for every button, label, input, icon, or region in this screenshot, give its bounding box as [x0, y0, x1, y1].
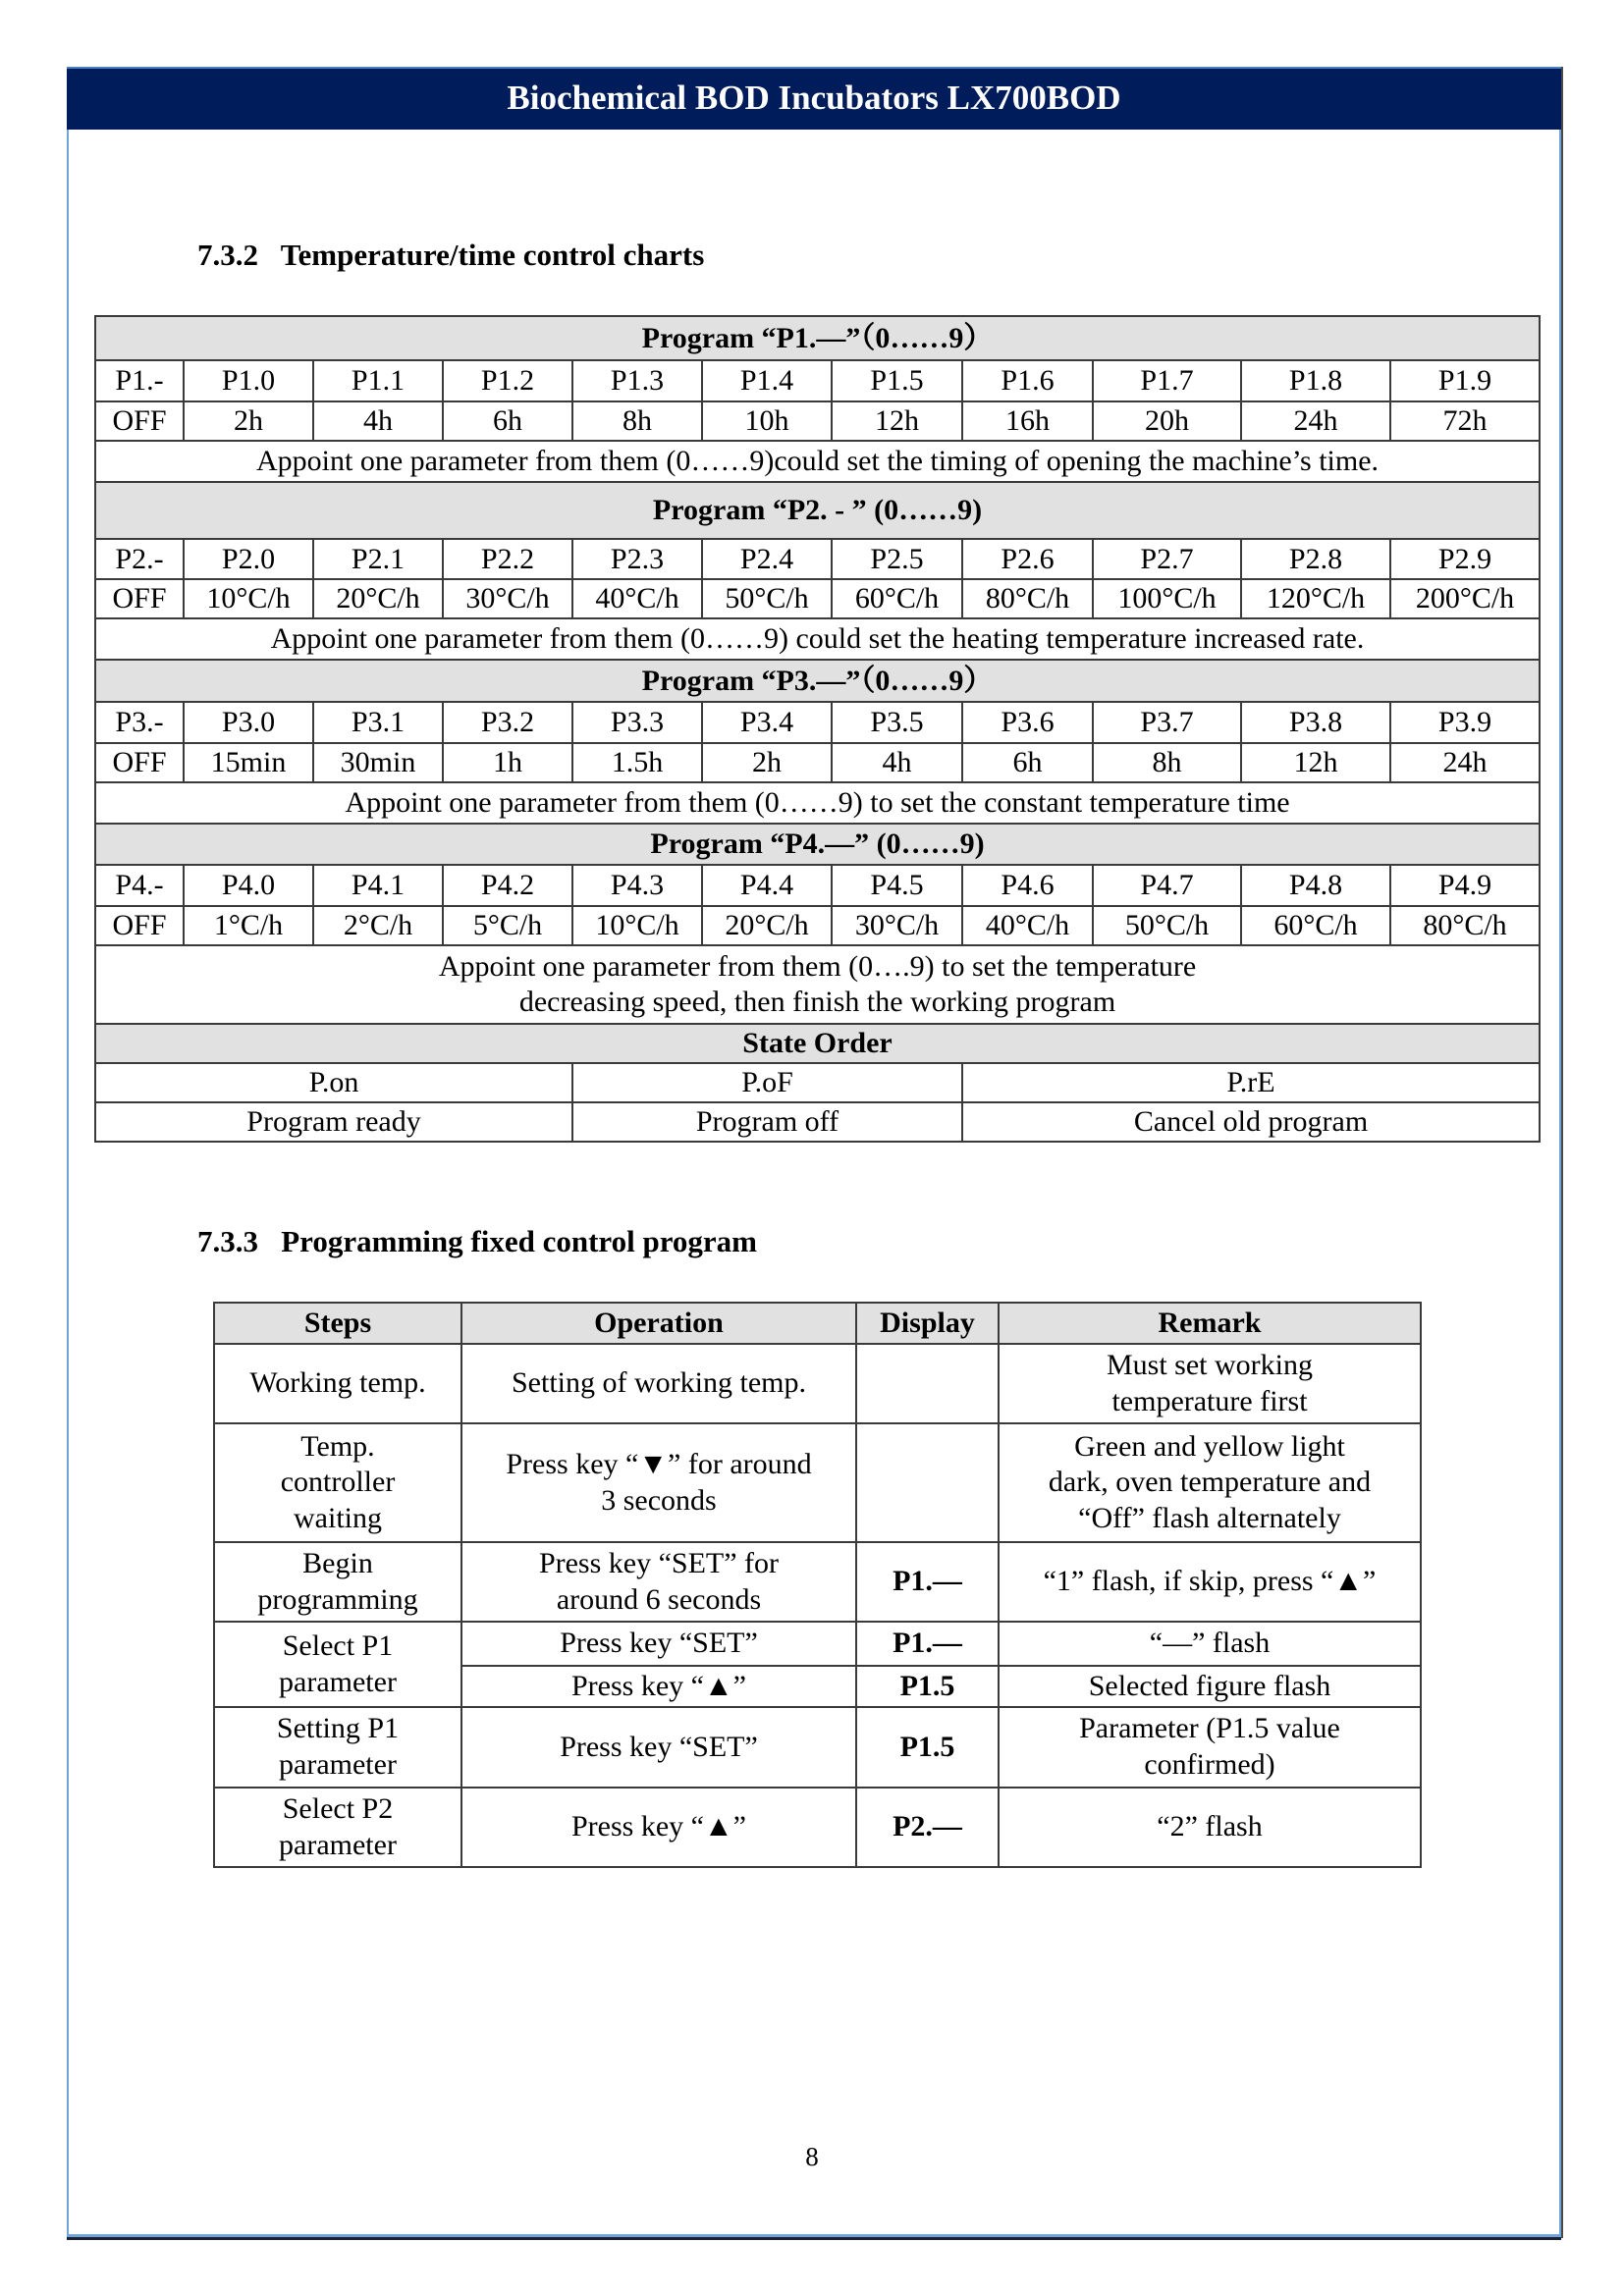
operation-line: Press key “SET” for	[538, 1546, 780, 1579]
value-cell: 100°C/h	[1093, 579, 1241, 618]
value-cell: 10h	[702, 401, 832, 441]
value-cell: 60°C/h	[1241, 906, 1390, 945]
param-cell: P3.1	[313, 702, 443, 743]
param-cell: P3.8	[1241, 702, 1390, 743]
remark-line: confirmed)	[1144, 1748, 1275, 1781]
param-cell: P2.2	[443, 539, 572, 579]
step-cell	[214, 1542, 461, 1622]
document-title: Biochemical BOD Incubators LX700BOD	[507, 79, 1121, 117]
document-header	[67, 67, 1561, 130]
param-cell: P3.7	[1093, 702, 1241, 743]
program-p1-description: Appoint one parameter from them (0……9)could set the timing of opening the machine’s time.	[95, 441, 1540, 482]
step-cell: Working temp.	[214, 1344, 461, 1423]
value-cell: 80°C/h	[1390, 906, 1540, 945]
state-code-cell: P.on	[95, 1063, 572, 1102]
value-cell: 30min	[313, 743, 443, 782]
param-cell: P4.1	[313, 865, 443, 906]
operation-cell: Press key “SET”	[461, 1707, 856, 1788]
program-p4-description	[95, 945, 1540, 1024]
state-code-cell: P.oF	[572, 1063, 962, 1102]
value-cell: 12h	[1241, 743, 1390, 782]
param-cell: P3.4	[702, 702, 832, 743]
table-row	[214, 1542, 1421, 1622]
operation-cell: Press key “SET”	[461, 1622, 856, 1666]
param-cell: P3.3	[572, 702, 702, 743]
display-cell	[856, 1344, 999, 1423]
value-cell: 200°C/h	[1390, 579, 1540, 618]
program-p3-description: Appoint one parameter from them (0……9) to set the constant temperature time	[95, 782, 1540, 824]
step-line: controller	[280, 1466, 396, 1499]
remark-cell: “2” flash	[999, 1788, 1421, 1867]
remark-line: Green and yellow light	[1074, 1429, 1345, 1463]
step-line: waiting	[294, 1501, 382, 1534]
section-heading-7-3-3	[197, 1224, 757, 1259]
column-header-remark: Remark	[999, 1303, 1421, 1344]
value-cell: OFF	[95, 906, 184, 945]
section-number: 7.3.3	[197, 1224, 258, 1258]
temperature-time-control-table	[94, 315, 1541, 1143]
operation-cell: Press key “▲”	[461, 1666, 856, 1707]
step-cell	[214, 1788, 461, 1867]
value-cell: 2h	[184, 401, 313, 441]
param-cell: P3.-	[95, 702, 184, 743]
display-cell: P1.5	[856, 1666, 999, 1707]
column-header-display: Display	[856, 1303, 999, 1344]
table-row	[214, 1344, 1421, 1423]
page-bottom-rule	[67, 2234, 1561, 2240]
value-cell: 6h	[443, 401, 572, 441]
step-line: Setting P1	[276, 1712, 400, 1745]
program-p4-params-row	[95, 865, 1540, 906]
value-cell: 12h	[832, 401, 962, 441]
param-cell: P1.8	[1241, 360, 1390, 401]
state-meaning-cell: Program ready	[95, 1102, 572, 1142]
value-cell: 50°C/h	[1093, 906, 1241, 945]
state-meaning-cell: Cancel old program	[962, 1102, 1540, 1142]
program-p3-title: Program “P3.—”（0……9）	[95, 660, 1540, 702]
state-order-codes-row	[95, 1063, 1540, 1102]
value-cell: 2h	[702, 743, 832, 782]
value-cell: 30°C/h	[443, 579, 572, 618]
value-cell: 5°C/h	[443, 906, 572, 945]
param-cell: P4.2	[443, 865, 572, 906]
value-cell: 1.5h	[572, 743, 702, 782]
value-cell: 20°C/h	[702, 906, 832, 945]
value-cell: 50°C/h	[702, 579, 832, 618]
program-p4-title: Program “P4.—” (0……9)	[95, 824, 1540, 865]
remark-line: temperature first	[1111, 1384, 1308, 1417]
operation-cell: Setting of working temp.	[461, 1344, 856, 1423]
operation-cell: Press key “▲”	[461, 1788, 856, 1867]
remark-line: dark, oven temperature and	[1048, 1466, 1372, 1499]
value-cell: OFF	[95, 579, 184, 618]
param-cell: P2.3	[572, 539, 702, 579]
section-title-text: Programming fixed control program	[281, 1224, 757, 1258]
value-cell: 72h	[1390, 401, 1540, 441]
param-cell: P2.7	[1093, 539, 1241, 579]
program-p2-params-row	[95, 539, 1540, 579]
param-cell: P4.9	[1390, 865, 1540, 906]
section-number: 7.3.2	[197, 238, 258, 272]
program-p2-description: Appoint one parameter from them (0……9) could set the heating temperature increased rate.	[95, 618, 1540, 660]
remark-cell: “—” flash	[999, 1622, 1421, 1666]
remark-cell: “1” flash, if skip, press “▲”	[999, 1542, 1421, 1622]
table-row	[214, 1788, 1421, 1867]
value-cell: 60°C/h	[832, 579, 962, 618]
value-cell: 1°C/h	[184, 906, 313, 945]
operation-line: Press key “▼” for around	[506, 1447, 812, 1480]
param-cell: P2.6	[962, 539, 1093, 579]
column-header-steps: Steps	[214, 1303, 461, 1344]
param-cell: P4.7	[1093, 865, 1241, 906]
param-cell: P1.9	[1390, 360, 1540, 401]
page-number: 8	[805, 2142, 819, 2171]
display-cell: P1.—	[856, 1542, 999, 1622]
value-cell: 1h	[443, 743, 572, 782]
step-line: Temp.	[300, 1429, 375, 1463]
param-cell: P4.3	[572, 865, 702, 906]
table-header-row	[214, 1303, 1421, 1344]
param-cell: P2.4	[702, 539, 832, 579]
value-cell: 2°C/h	[313, 906, 443, 945]
remark-cell	[999, 1423, 1421, 1542]
param-cell: P4.8	[1241, 865, 1390, 906]
step-line: Select P2	[282, 1791, 394, 1825]
param-cell: P2.0	[184, 539, 313, 579]
program-p3-values-row	[95, 743, 1540, 782]
remark-cell: Selected figure flash	[999, 1666, 1421, 1707]
remark-line: “Off” flash alternately	[1078, 1501, 1341, 1534]
step-line: programming	[257, 1582, 418, 1616]
param-cell: P4.-	[95, 865, 184, 906]
remark-cell	[999, 1707, 1421, 1788]
value-cell: 16h	[962, 401, 1093, 441]
param-cell: P4.5	[832, 865, 962, 906]
param-cell: P3.6	[962, 702, 1093, 743]
remark-line: Must set working	[1107, 1348, 1313, 1381]
value-cell: 80°C/h	[962, 579, 1093, 618]
programming-steps-table	[213, 1302, 1422, 1868]
value-cell: 30°C/h	[832, 906, 962, 945]
value-cell: 15min	[184, 743, 313, 782]
table-row	[214, 1423, 1421, 1542]
state-meaning-cell: Program off	[572, 1102, 962, 1142]
param-cell: P2.5	[832, 539, 962, 579]
remark-line: Parameter (P1.5 value	[1079, 1712, 1340, 1745]
program-p1-values-row	[95, 401, 1540, 441]
state-order-title: State Order	[95, 1024, 1540, 1063]
value-cell: 24h	[1241, 401, 1390, 441]
value-cell: 8h	[572, 401, 702, 441]
value-cell: 10°C/h	[572, 906, 702, 945]
step-cell	[214, 1423, 461, 1542]
param-cell: P1.4	[702, 360, 832, 401]
state-order-meanings-row	[95, 1102, 1540, 1142]
state-code-cell: P.rE	[962, 1063, 1540, 1102]
value-cell: 40°C/h	[962, 906, 1093, 945]
param-cell: P1.-	[95, 360, 184, 401]
program-p4-description-line2: decreasing speed, then finish the working program	[518, 986, 1116, 1018]
value-cell: 24h	[1390, 743, 1540, 782]
param-cell: P2.-	[95, 539, 184, 579]
program-p1-params-row	[95, 360, 1540, 401]
param-cell: P4.6	[962, 865, 1093, 906]
param-cell: P3.2	[443, 702, 572, 743]
param-cell: P1.0	[184, 360, 313, 401]
value-cell: OFF	[95, 401, 184, 441]
param-cell: P4.4	[702, 865, 832, 906]
value-cell: OFF	[95, 743, 184, 782]
section-title-text: Temperature/time control charts	[280, 238, 705, 272]
param-cell: P1.2	[443, 360, 572, 401]
param-cell: P4.0	[184, 865, 313, 906]
display-cell	[856, 1423, 999, 1542]
value-cell: 10°C/h	[184, 579, 313, 618]
operation-cell	[461, 1423, 856, 1542]
param-cell: P2.8	[1241, 539, 1390, 579]
program-p3-params-row	[95, 702, 1540, 743]
param-cell: P2.1	[313, 539, 443, 579]
step-cell	[214, 1622, 461, 1707]
param-cell: P1.1	[313, 360, 443, 401]
display-cell: P1.—	[856, 1622, 999, 1666]
value-cell: 4h	[832, 743, 962, 782]
program-p2-values-row	[95, 579, 1540, 618]
operation-line: 3 seconds	[601, 1483, 717, 1517]
param-cell: P1.3	[572, 360, 702, 401]
param-cell: P3.0	[184, 702, 313, 743]
step-line: Select P1	[282, 1629, 394, 1662]
value-cell: 4h	[313, 401, 443, 441]
table-row	[214, 1707, 1421, 1788]
program-p4-description-line1: Appoint one parameter from them (0….9) to set the temperature	[438, 950, 1197, 983]
step-line: parameter	[279, 1828, 397, 1861]
display-cell: P2.—	[856, 1788, 999, 1867]
value-cell: 20°C/h	[313, 579, 443, 618]
section-heading-7-3-2	[197, 238, 704, 273]
program-p2-title: Program “P2. - ” (0……9)	[95, 482, 1540, 539]
param-cell: P2.9	[1390, 539, 1540, 579]
param-cell: P3.5	[832, 702, 962, 743]
display-cell: P1.5	[856, 1707, 999, 1788]
param-cell: P1.7	[1093, 360, 1241, 401]
operation-cell	[461, 1542, 856, 1622]
param-cell: P1.6	[962, 360, 1093, 401]
step-cell	[214, 1707, 461, 1788]
step-line: parameter	[279, 1665, 397, 1698]
value-cell: 20h	[1093, 401, 1241, 441]
value-cell: 6h	[962, 743, 1093, 782]
step-line: parameter	[279, 1748, 397, 1781]
param-cell: P3.9	[1390, 702, 1540, 743]
value-cell: 40°C/h	[572, 579, 702, 618]
program-p4-values-row	[95, 906, 1540, 945]
remark-cell	[999, 1344, 1421, 1423]
param-cell: P1.5	[832, 360, 962, 401]
value-cell: 120°C/h	[1241, 579, 1390, 618]
step-line: Begin	[302, 1546, 373, 1579]
column-header-operation: Operation	[461, 1303, 856, 1344]
value-cell: 8h	[1093, 743, 1241, 782]
table-row	[214, 1622, 1421, 1666]
operation-line: around 6 seconds	[556, 1582, 762, 1616]
program-p1-title: Program “P1.—”（0……9）	[95, 316, 1540, 360]
